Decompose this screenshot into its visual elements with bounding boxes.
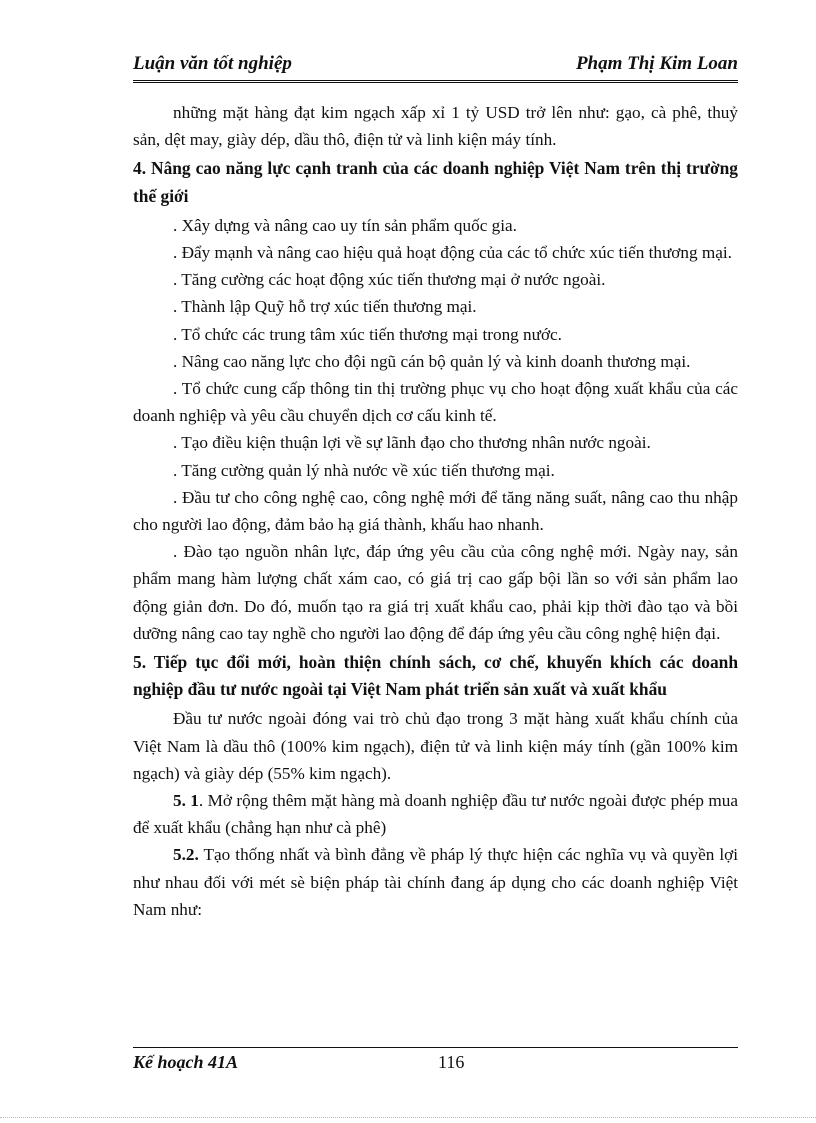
header-author: Phạm Thị Kim Loan [575,53,738,74]
page-number: 116 [438,1052,465,1072]
subsection-5-1-label: 5. 1 [173,791,199,811]
page-body [133,99,738,923]
section-5-heading: 5. Tiếp tục đổi mới, hoàn thiện chính sách, cơ chế, khuyến khích các doanh nghiệp đầu tư nước ngoài tại Việt Nam phát triển sản xuất và xuất khẩu [133,652,738,700]
list-item: . Đào tạo nguồn nhân lực, đáp ứng yêu cầu của công nghệ mới. Ngày nay, sản phẩm mang hàm lượng chất xám cao, có giá trị cao gấp bội lần so với sản phẩm lao động giản đơn. Do đó, muốn tạo ra giá trị xuất khẩu cao, phải kịp thời đào tạo và bồi dưỡng nâng cao tay nghề cho người lao động để đáp ứng yêu cầu công nghệ hiện đại. [133,542,738,643]
list-item: . Tăng cường các hoạt động xúc tiến thương mại ở nước ngoài. [173,270,606,290]
list-item: . Đầu tư cho công nghệ cao, công nghệ mới để tăng năng suất, nâng cao thu nhập cho người lao động, đảm bảo hạ giá thành, khấu hao nhanh. [133,487,738,535]
header-rule [133,80,738,83]
list-item: . Tạo điều kiện thuận lợi về sự lãnh đạo cho thương nhân nước ngoài. [173,433,651,453]
list-item: . Đẩy mạnh và nâng cao hiệu quả hoạt động của các tổ chức xúc tiến thương mại. [173,243,732,263]
fdi-paragraph: Đầu tư nước ngoài đóng vai trò chủ đạo trong 3 mặt hàng xuất khẩu chính của Việt Nam là dầu thô (100% kim ngạch), điện tử và linh kiện máy tính (gần 100% kim ngạch) và giày dép (55% kim ngạch). [133,709,738,783]
footer-class: Kế hoạch 41A [133,1052,239,1072]
footer-rule [133,1047,738,1048]
list-item: . Nâng cao năng lực cho đội ngũ cán bộ quản lý và kinh doanh thương mại. [173,351,691,371]
list-item: . Xây dựng và nâng cao uy tín sản phẩm quốc gia. [173,215,517,235]
subsection-5-1 [133,787,738,841]
list-item: . Tổ chức các trung tâm xúc tiến thương mại trong nước. [173,324,562,344]
page-footer [133,1051,738,1075]
intro-paragraph: những mặt hàng đạt kim ngạch xấp xỉ 1 tỷ USD trở lên như: gạo, cà phê, thuỷ sản, dệt may, giày dép, dầu thô, điện tử và linh kiện máy tính. [133,103,738,150]
page-edge-divider [0,1117,816,1118]
subsection-5-2 [133,841,738,923]
list-item: . Tổ chức cung cấp thông tin thị trường phục vụ cho hoạt động xuất khẩu của các doanh nghiệp và yêu cầu chuyển dịch cơ cấu kinh tế. [133,379,738,426]
header-thesis-title: Luận văn tốt nghiệp [133,53,292,74]
page-header [133,52,738,78]
subsection-5-2-label: 5.2. [173,845,199,865]
list-item: . Thành lập Quỹ hỗ trợ xúc tiến thương mại. [173,297,477,317]
section-4-heading: 4. Nâng cao năng lực cạnh tranh của các doanh nghiệp Việt Nam trên thị trường thế giới [133,158,738,206]
list-item: . Tăng cường quản lý nhà nước về xúc tiến thương mại. [173,460,555,480]
subsection-5-1-text: . Mở rộng thêm mặt hàng mà doanh nghiệp đầu tư nước ngoài được phép mua để xuất khẩu (chẳng hạn như cà phê) [133,791,738,838]
subsection-5-2-text: Tạo thống nhất và bình đẳng về pháp lý thực hiện các nghĩa vụ và quyền lợi như nhau đối với mét sè biện pháp tài chính đang áp dụng cho các doanh nghiệp Việt Nam như: [133,845,738,919]
